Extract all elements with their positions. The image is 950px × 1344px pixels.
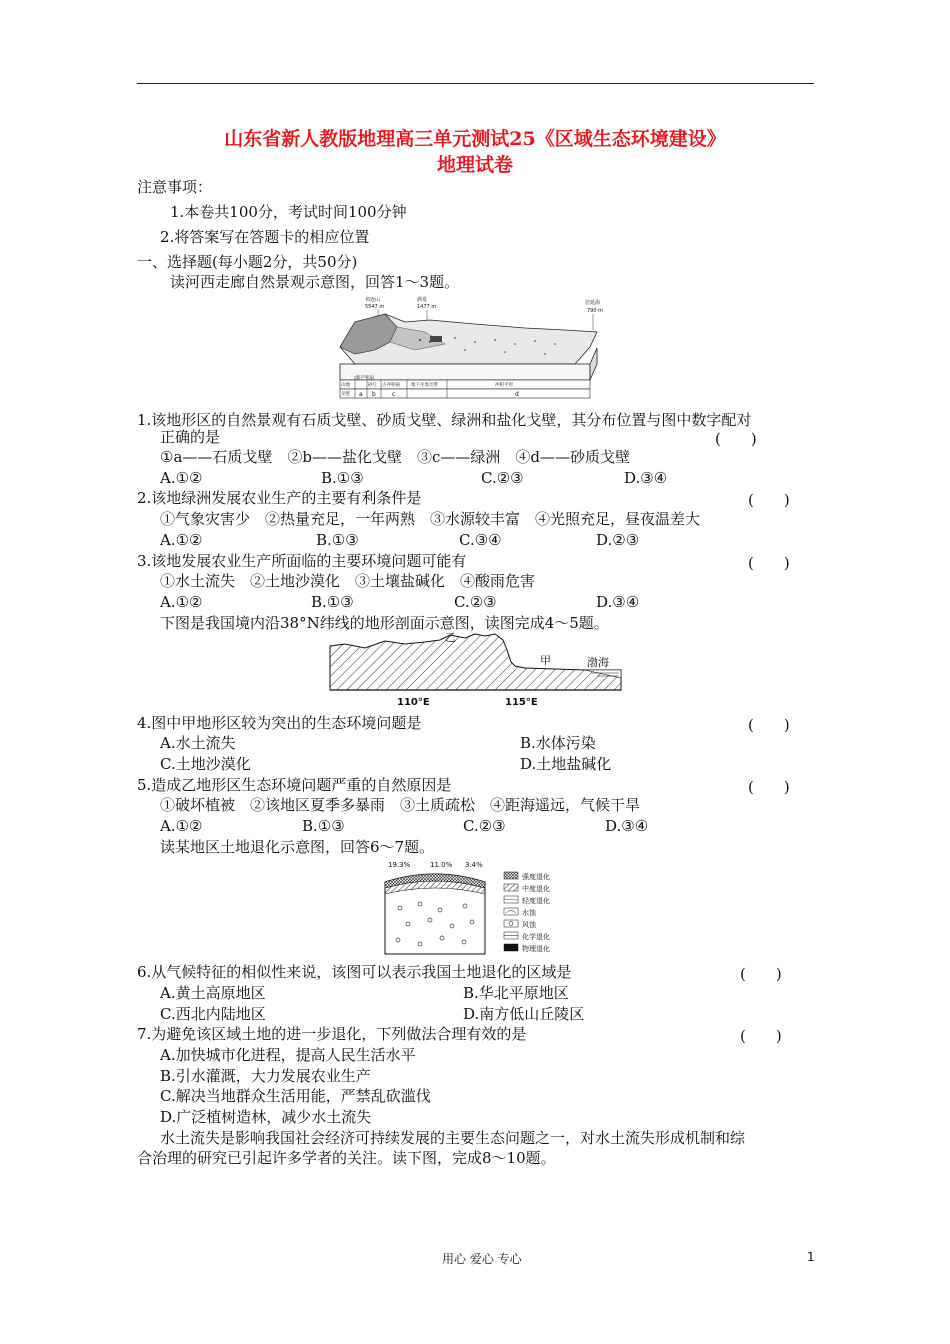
intro-figure-4-line2: 合治理的研究已引起许多学者的关注。读下图，完成8～10题。 <box>137 1149 556 1167</box>
q5-choice-d: D.③④ <box>605 817 649 835</box>
terrain-profile-38n <box>325 632 625 710</box>
q1-stem-line1: 1.该地形区的自然景观有石质戈壁、砂质戈壁、绿洲和盐化戈壁，其分布位置与图中数字配对 <box>137 411 752 429</box>
peak3-name: 居延海 <box>585 300 601 306</box>
intro-figure-2: 下图是我国境内沿38°N纬线的地形剖面示意图，读图完成4～5题。 <box>160 614 609 632</box>
q7-choice-b: B.引水灌溉，大力发展农业生产 <box>160 1067 371 1085</box>
q4-answer-blank: ( ) <box>748 716 790 734</box>
q7-choice-c: C.解决当地群众生活用能，严禁乱砍滥伐 <box>160 1087 431 1105</box>
q1-choice-c: C.②③ <box>481 469 524 487</box>
row-label-old-fan: 古冲积扇 <box>382 383 400 388</box>
q1-options: ①a——石质戈壁 ②b——盐化戈壁 ③c——绿洲 ④d——砂质戈壁 <box>160 448 630 466</box>
q4-choice-a: A.水土流失 <box>160 734 236 752</box>
letter-c: c <box>392 391 396 398</box>
q2-options: ①气象灾害少 ②热量充足，一年两熟 ③水源较丰富 ④光照充足，昼夜温差大 <box>160 510 701 528</box>
legend-water-erosion: 水蚀 <box>522 909 536 917</box>
row-label-mountain: 山地 <box>341 383 350 388</box>
q1-stem-line2: 正确的是 <box>160 428 221 446</box>
q3-choice-a: A.①② <box>160 593 203 611</box>
intro-figure-3: 读某地区土地退化示意图，回答6～7题。 <box>160 838 435 856</box>
q5-stem: 5.造成乙地形区生态环境问题严重的自然原因是 <box>137 776 452 794</box>
q4-choice-d: D.土地盐碱化 <box>520 755 612 773</box>
pct-light: 3.4% <box>465 861 483 869</box>
q7-choice-d: D.广泛植树造林，减少水土流失 <box>160 1108 372 1126</box>
intro-figure-4-line1: 水土流失是影响我国社会经济可持续发展的主要生态问题之一，对水土流失形成机制和综 <box>160 1129 746 1147</box>
legend-severe: 强度退化 <box>522 873 550 881</box>
peak2-name: 酒泉 <box>417 297 428 303</box>
q6-answer-blank: ( ) <box>740 965 782 983</box>
q7-answer-blank: ( ) <box>740 1027 782 1045</box>
q2-stem: 2.该地绿洲发展农业生产的主要有利条件是 <box>137 489 422 507</box>
q1-choice-d: D.③④ <box>624 469 668 487</box>
legend-wind-erosion: 风蚀 <box>522 921 536 929</box>
page-number: 1 <box>807 1250 815 1264</box>
row-label-plain: 冲积平原 <box>495 383 513 388</box>
note-item-1: 1.本卷共100分，考试时间100分钟 <box>170 203 407 221</box>
row-label-dune: 砂丘 <box>368 383 377 388</box>
label-jia: 甲 <box>540 654 551 667</box>
label-yi: 乙 <box>445 632 456 644</box>
pct-severe: 19.3% <box>388 861 411 869</box>
peak1-name: 祁连山 <box>365 297 381 303</box>
legend-physical: 物理退化 <box>522 945 550 953</box>
peak2-height: 1477 m <box>417 304 437 310</box>
legend-light: 轻度退化 <box>522 897 550 905</box>
letter-a: a <box>359 391 363 398</box>
q3-answer-blank: ( ) <box>748 554 790 572</box>
q5-choice-b: B.①③ <box>302 817 345 835</box>
q4-stem: 4.图中甲地形区较为突出的生态环境问题是 <box>137 714 422 732</box>
document-subtitle: 地理试卷 <box>436 154 513 176</box>
q1-answer-blank: ( ) <box>715 430 757 448</box>
q6-choice-a: A.黄土高原地区 <box>160 984 266 1002</box>
q3-stem: 3.该地发展农业生产所面临的主要环境问题可能有 <box>137 552 467 570</box>
note-item-2: 2.将答案写在答题卡的相应位置 <box>160 228 370 246</box>
header-rule <box>137 83 814 84</box>
q6-stem: 6.从气候特征的相似性来说，该图可以表示我国土地退化的区域是 <box>137 963 572 981</box>
land-degradation-diagram <box>380 858 580 958</box>
q5-options: ①破坏植被 ②该地区夏季多暴雨 ③土质疏松 ④距海遥远，气候干旱 <box>160 796 641 814</box>
hexi-corridor-diagram <box>335 292 610 402</box>
q4-choice-b: B.水体污染 <box>520 734 596 752</box>
legend-moderate: 中度退化 <box>522 885 550 893</box>
footer-slogan: 用心 爱心 专心 <box>442 1252 522 1266</box>
label-bohai: 渤海 <box>587 656 609 669</box>
q7-choice-a: A.加快城市化进程，提高人民生活水平 <box>160 1046 416 1064</box>
q3-choice-b: B.①③ <box>311 593 354 611</box>
lon-110: 110°E <box>397 697 430 708</box>
q5-answer-blank: ( ) <box>748 778 790 796</box>
letter-b: b <box>372 391 376 398</box>
row-label-groundwater: 地下水参出带 <box>411 383 438 388</box>
q2-choice-c: C.③④ <box>459 531 502 549</box>
notes-heading: 注意事项： <box>137 178 213 196</box>
q4-choice-c: C.土地沙漠化 <box>160 755 251 773</box>
q3-choice-d: D.③④ <box>596 593 640 611</box>
peak3-height: 790 m <box>587 308 604 314</box>
q7-stem: 7.为避免该区域土地的进一步退化，下列做法合理有效的是 <box>137 1025 527 1043</box>
q6-choice-b: B.华北平原地区 <box>463 984 569 1002</box>
letter-d: d <box>515 391 519 398</box>
q2-choice-a: A.①② <box>160 531 203 549</box>
q6-choice-d: D.南方低山丘陵区 <box>463 1005 585 1023</box>
document-title: 山东省新人教版地理高三单元测试25《区域生态环境建设》 <box>224 128 726 150</box>
q6-choice-c: C.西北内陆地区 <box>160 1005 266 1023</box>
q5-choice-a: A.①② <box>160 817 203 835</box>
q3-options: ①水土流失 ②土地沙漠化 ③土壤盐碱化 ④酸雨危害 <box>160 572 536 590</box>
intro-figure-1: 读河西走廊自然景观示意图，回答1～3题。 <box>170 273 460 291</box>
section-heading: 一、选择题(每小题2分，共50分) <box>137 253 358 271</box>
row-label-gobi: 戈壁 <box>341 392 350 397</box>
q1-choice-b: B.①③ <box>321 469 364 487</box>
pct-moderate: 11.0% <box>430 861 453 869</box>
q3-choice-c: C.②③ <box>454 593 497 611</box>
peak1-height: 5547 m <box>365 304 385 310</box>
q2-answer-blank: ( ) <box>748 491 790 509</box>
lon-115: 115°E <box>505 697 538 708</box>
q1-choice-a: A.①② <box>160 469 203 487</box>
row-label-fan: 新产积扇 <box>356 376 374 381</box>
q5-choice-c: C.②③ <box>463 817 506 835</box>
legend-chemical: 化学退化 <box>522 933 550 941</box>
q2-choice-d: D.②③ <box>596 531 640 549</box>
q2-choice-b: B.①③ <box>316 531 359 549</box>
